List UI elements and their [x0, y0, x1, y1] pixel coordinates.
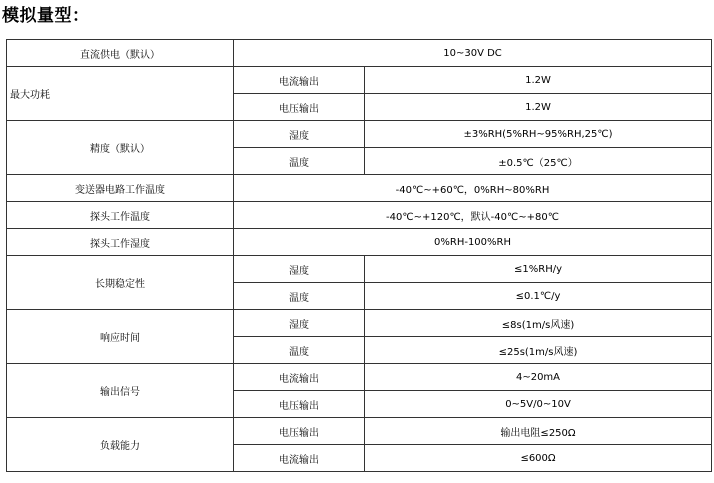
row-value: ±0.5℃（25℃）	[365, 148, 712, 175]
sub-label: 电压输出	[234, 418, 365, 445]
table-row	[7, 364, 712, 391]
row-label: 探头工作温度	[7, 202, 234, 229]
sub-label: 电流输出	[234, 67, 365, 94]
table-row	[7, 310, 712, 337]
row-value: ±3%RH(5%RH~95%RH,25℃)	[365, 121, 712, 148]
sub-label: 电压输出	[234, 391, 365, 418]
row-value: ≤1%RH/y	[365, 256, 712, 283]
row-label: 变送器电路工作温度	[7, 175, 234, 202]
spec-table	[6, 39, 712, 472]
table-row	[7, 229, 712, 256]
row-value: ≤25s(1m/s风速)	[365, 337, 712, 364]
row-label: 长期稳定性	[7, 256, 234, 310]
sub-label: 温度	[234, 337, 365, 364]
table-row	[7, 175, 712, 202]
table-row	[7, 40, 712, 67]
row-value: 10~30V DC	[234, 40, 712, 67]
row-label: 输出信号	[7, 364, 234, 418]
table-row	[7, 256, 712, 283]
row-value: 0~5V/0~10V	[365, 391, 712, 418]
sub-label: 电流输出	[234, 445, 365, 472]
row-value: ≤0.1℃/y	[365, 283, 712, 310]
row-value: 1.2W	[365, 94, 712, 121]
row-label: 最大功耗	[7, 67, 234, 121]
row-value: ≤600Ω	[365, 445, 712, 472]
table-row	[7, 67, 712, 94]
table-row	[7, 121, 712, 148]
row-value: 输出电阻≤250Ω	[365, 418, 712, 445]
row-label: 探头工作湿度	[7, 229, 234, 256]
row-value: -40℃~+60℃，0%RH~80%RH	[234, 175, 712, 202]
sub-label: 湿度	[234, 121, 365, 148]
sub-label: 温度	[234, 283, 365, 310]
row-label: 精度（默认）	[7, 121, 234, 175]
row-value: -40℃~+120℃，默认-40℃~+80℃	[234, 202, 712, 229]
row-label: 响应时间	[7, 310, 234, 364]
row-label: 直流供电（默认）	[7, 40, 234, 67]
table-row	[7, 418, 712, 445]
row-value: 4~20mA	[365, 364, 712, 391]
sub-label: 电流输出	[234, 364, 365, 391]
sub-label: 电压输出	[234, 94, 365, 121]
sub-label: 温度	[234, 148, 365, 175]
section-title: 模拟量型：	[2, 6, 90, 26]
row-value: 0%RH-100%RH	[234, 229, 712, 256]
sub-label: 湿度	[234, 310, 365, 337]
row-label: 负载能力	[7, 418, 234, 472]
table-row	[7, 202, 712, 229]
row-value: 1.2W	[365, 67, 712, 94]
row-value: ≤8s(1m/s风速)	[365, 310, 712, 337]
sub-label: 湿度	[234, 256, 365, 283]
